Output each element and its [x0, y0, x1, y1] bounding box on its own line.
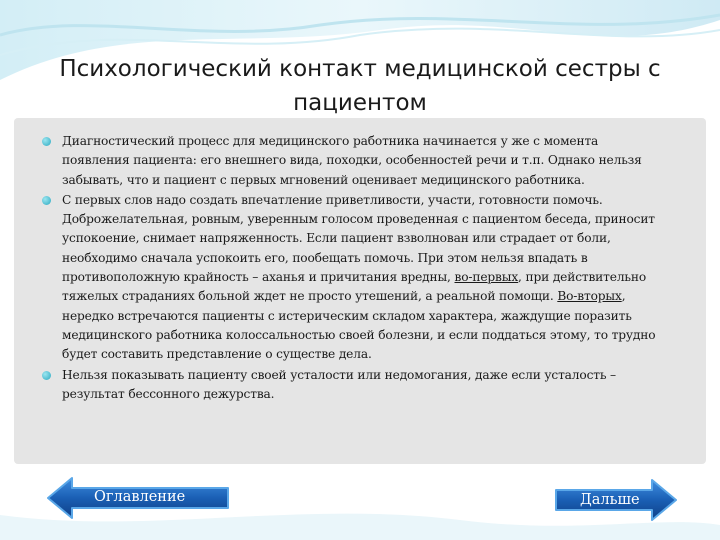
contents-button[interactable] [46, 476, 232, 520]
next-button[interactable] [554, 478, 678, 522]
list-item [40, 132, 668, 190]
list-item [40, 366, 668, 405]
list-item [40, 191, 668, 365]
paragraph-text: С первых слов надо создать впечатление приветливости, участи, готовности помочь. Доброжелательная, ровным, уверенным голосом проведенная с пациентом беседа, приносит успокоение, снимает напряженность. Если пациент взволнован или страдает от боли, необходимо сначала успокоить его, пообещать помочь. При этом нельзя впадать в противоположную крайность – аханья и причитания вредны, [62, 192, 655, 285]
bullet-dot-icon [42, 137, 51, 146]
bullet-list [40, 132, 668, 405]
bullet-dot-icon [42, 196, 51, 205]
paragraph-text: , при действительно тяжелых страданиях больной ждет не просто утешений, а реальной помощи. [62, 270, 647, 304]
bullet-dot-icon [42, 371, 51, 380]
slide-title: Психологический контакт медицинской сестры с пациентом [59, 56, 661, 116]
next-button-label: Дальше [580, 492, 640, 508]
paragraph-text: , нередко встречаются пациенты с истерическим складом характера, жаждущие поразить медицинского работника колоссальностью своей болезни, и если поддаться этому, то трудно будет составить представление о существе дела. [62, 289, 656, 362]
contents-button-label: Оглавление [94, 489, 186, 505]
underlined-term: во-первых [454, 270, 519, 285]
paragraph-text: Диагностический процесс для медицинского работника начинается у же с момента появления пациента: его внешнего вида, походки, особенностей речи и т.п. Однако нельзя забывать, что и пациент с первых мгновений оценивает медицинского работника. [62, 134, 642, 187]
paragraph-text: Нельзя показывать пациенту своей усталости или недомогания, даже если усталость – результат бессонного дежурства. [62, 367, 616, 401]
underlined-term: Во-вторых [557, 289, 622, 304]
